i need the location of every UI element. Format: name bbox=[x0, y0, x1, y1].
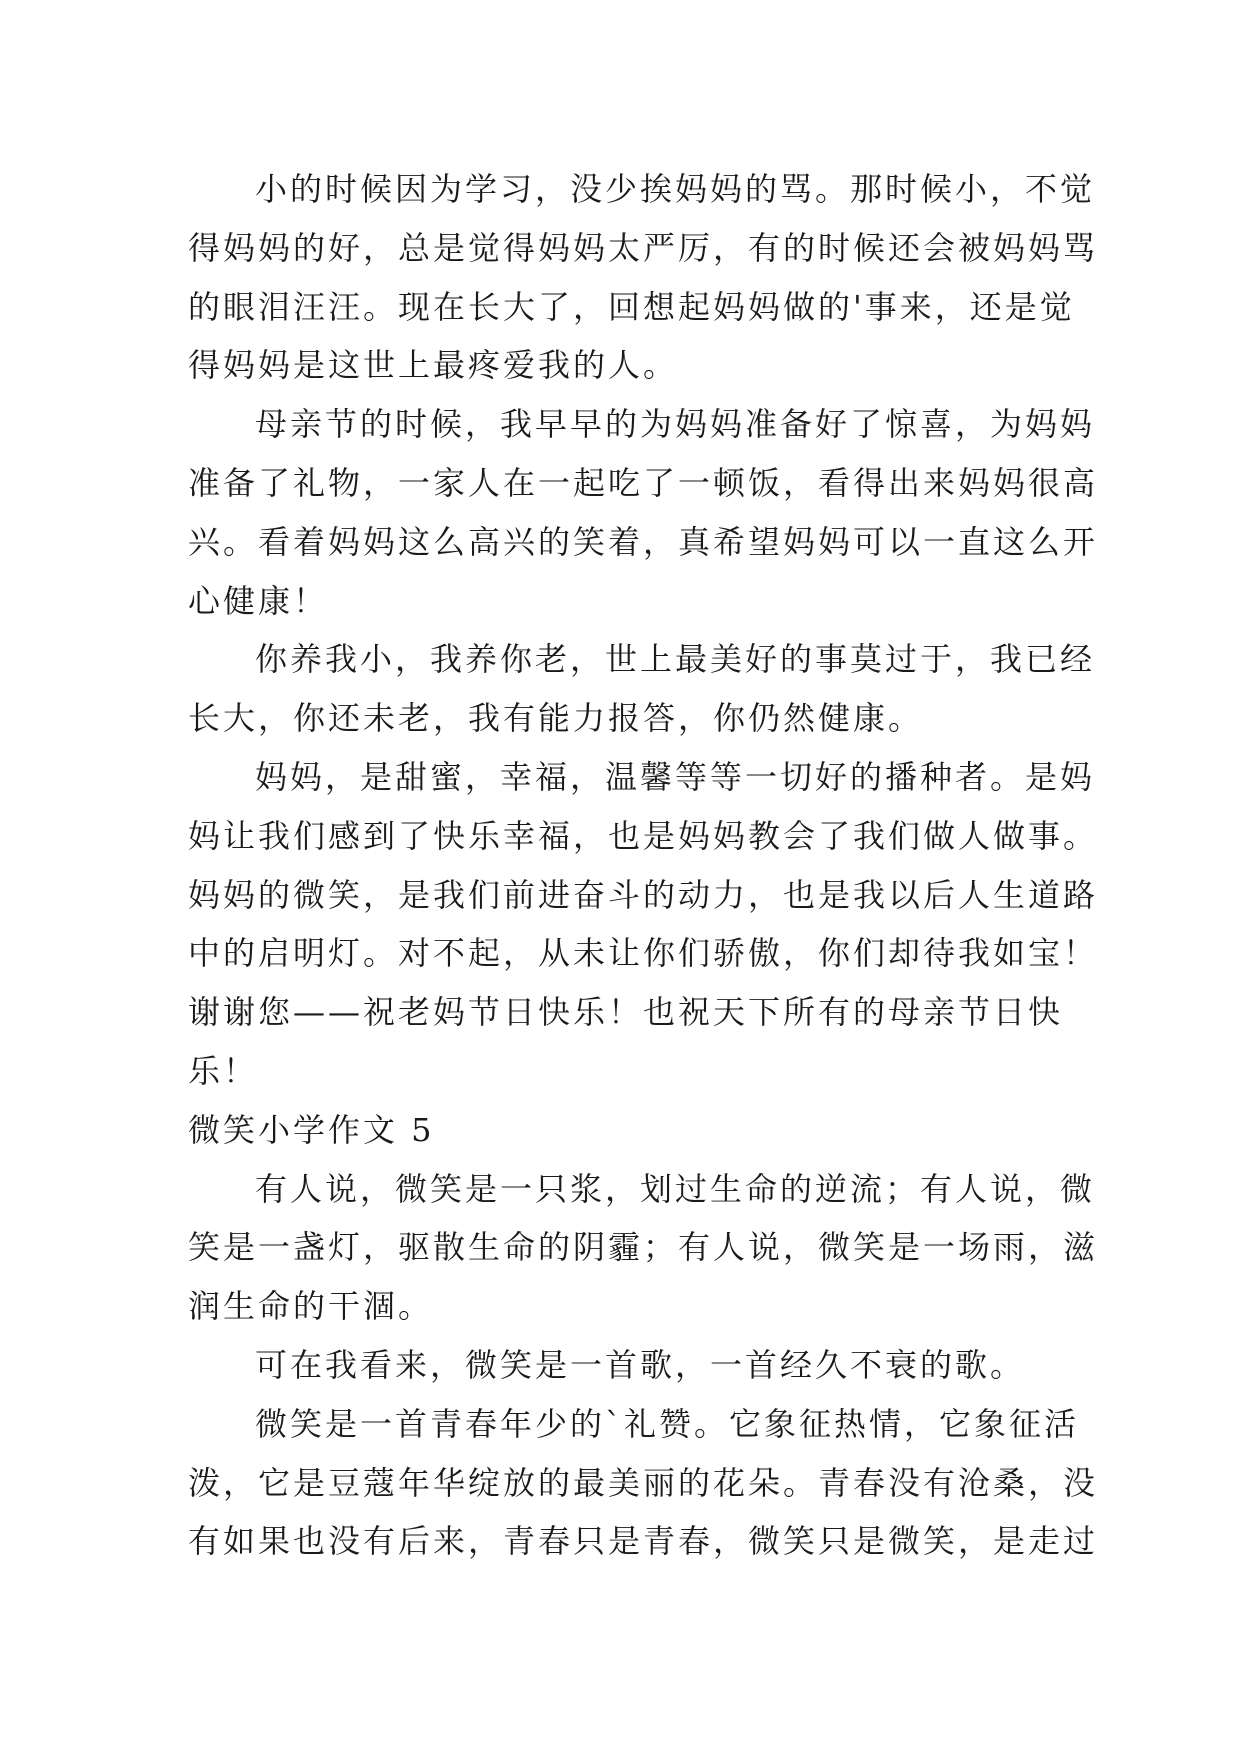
text-line: 有如果也没有后来，青春只是青春，微笑只是微笑，是走过 bbox=[188, 1522, 1099, 1561]
text-line: 小的时候因为学习，没少挨妈妈的骂。那时候小，不觉 bbox=[255, 170, 1096, 208]
text-line: 你养我小，我养你老，世上最美好的事莫过于，我已经 bbox=[255, 640, 1096, 679]
text-line: 笑是一盏灯，驱散生命的阴霾；有人说，微笑是一场雨，滋 bbox=[188, 1228, 1099, 1267]
text-line: 泼，它是豆蔻年华绽放的最美丽的花朵。青春没有沧桑，没 bbox=[188, 1463, 1099, 1502]
text-line: 得妈妈的好，总是觉得妈妈太严厉，有的时候还会被妈妈骂 bbox=[188, 228, 1099, 267]
text-line: 的眼泪汪汪。现在长大了，回想起妈妈做的'事来，还是觉 bbox=[188, 287, 1075, 326]
text-line: 妈妈，是甜蜜，幸福，温馨等等一切好的播种者。是妈 bbox=[255, 757, 1096, 796]
text-line: 准备了礼物，一家人在一起吃了一顿饭，看得出来妈妈很高 bbox=[188, 463, 1099, 502]
text-line: 母亲节的时候，我早早的为妈妈准备好了惊喜，为妈妈 bbox=[255, 405, 1096, 444]
text-line: 长大，你还未老，我有能力报答，你仍然健康。 bbox=[188, 699, 924, 738]
text-line: 乐！ bbox=[188, 1051, 259, 1090]
text-line: 微笑是一首青春年少的`礼赞。它象征热情，它象征活 bbox=[255, 1404, 1080, 1443]
text-line: 谢谢您——祝老妈节日快乐！也祝天下所有的母亲节日快 bbox=[188, 993, 1064, 1032]
text-line: 中的启明灯。对不起，从未让你们骄傲，你们却待我如宝！ bbox=[188, 934, 1099, 973]
essay-body bbox=[188, 160, 1099, 1571]
text-line: 可在我看来，微笑是一首歌，一首经久不衰的歌。 bbox=[255, 1345, 1026, 1384]
text-line: 心健康！ bbox=[188, 581, 329, 620]
text-line: 妈妈的微笑，是我们前进奋斗的动力，也是我以后人生道路 bbox=[188, 875, 1099, 914]
text-line: 兴。看着妈妈这么高兴的笑着，真希望妈妈可以一直这么开 bbox=[188, 522, 1099, 561]
text-line: 润生命的干涸。 bbox=[188, 1287, 434, 1326]
text-line: 有人说，微笑是一只浆，划过生命的逆流；有人说，微 bbox=[255, 1169, 1096, 1208]
section-heading: 微笑小学作文 5 bbox=[188, 1110, 435, 1149]
text-line: 得妈妈是这世上最疼爱我的人。 bbox=[188, 346, 679, 385]
text-line: 妈让我们感到了快乐幸福，也是妈妈教会了我们做人做事。 bbox=[188, 816, 1099, 855]
